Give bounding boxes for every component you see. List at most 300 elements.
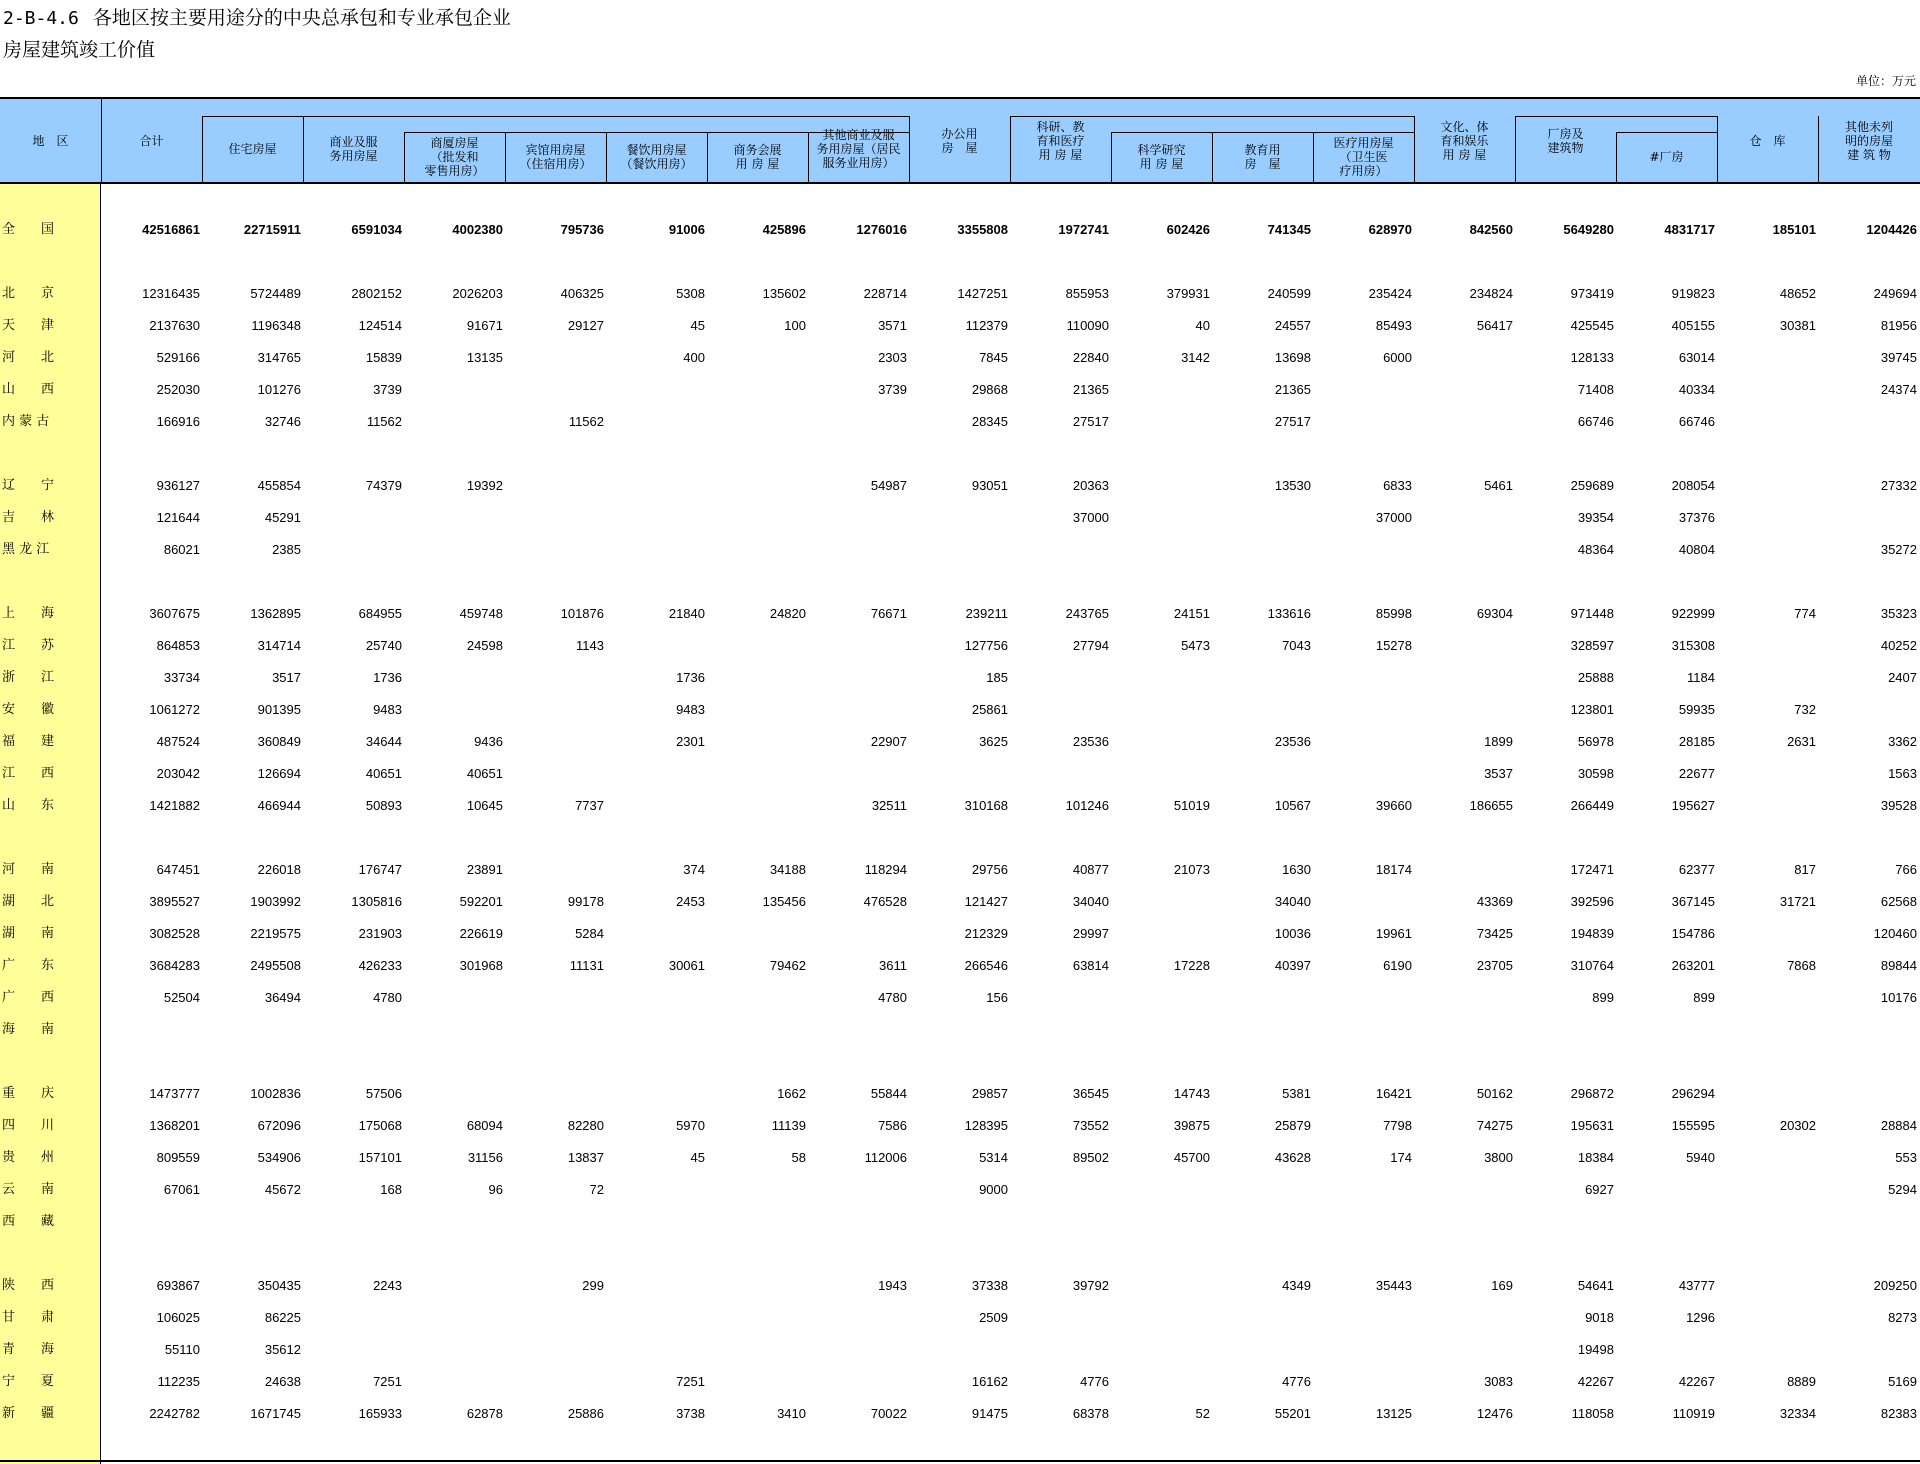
cell-value: 194839	[1570, 926, 1614, 941]
cell-value: 72	[589, 1182, 604, 1197]
region-label: 重 庆	[2, 1086, 55, 1101]
cell-value: 24151	[1173, 606, 1210, 621]
cell-value: 86225	[264, 1310, 301, 1325]
cell-value: 1736	[373, 670, 402, 685]
cell-value: 195627	[1671, 798, 1715, 813]
cell-value: 69304	[1476, 606, 1513, 621]
table-row	[0, 348, 1920, 368]
cell-value: 1473777	[149, 1086, 200, 1101]
cell-value: 39792	[1072, 1278, 1109, 1293]
cell-value: 81956	[1880, 318, 1917, 333]
header-research: 科学研究 用 房 屋	[1137, 143, 1186, 171]
cell-value: 13135	[466, 350, 503, 365]
cell-value: 24638	[264, 1374, 301, 1389]
cell-value: 240599	[1267, 286, 1311, 301]
region-label: 辽 宁	[2, 478, 55, 493]
cell-value: 299	[582, 1278, 604, 1293]
cell-value: 39354	[1577, 510, 1614, 525]
region-label: 上 海	[2, 606, 55, 621]
cell-value: 8273	[1888, 1310, 1917, 1325]
cell-value: 5473	[1181, 638, 1210, 653]
cell-value: 156	[986, 990, 1008, 1005]
table-row	[0, 924, 1920, 944]
cell-value: 37000	[1375, 510, 1412, 525]
table-row	[0, 1212, 1920, 1232]
cell-value: 1421882	[149, 798, 200, 813]
cell-value: 19392	[466, 478, 503, 493]
cell-value: 76671	[870, 606, 907, 621]
cell-value: 157101	[358, 1150, 402, 1165]
cell-value: 58	[791, 1150, 806, 1165]
cell-value: 476528	[863, 894, 907, 909]
cell-value: 85493	[1375, 318, 1412, 333]
cell-value: 529166	[156, 350, 200, 365]
cell-value: 1736	[676, 670, 705, 685]
cell-value: 899	[1693, 990, 1715, 1005]
cell-value: 82280	[567, 1118, 604, 1133]
cell-value: 121644	[156, 510, 200, 525]
cell-value: 1671745	[250, 1406, 301, 1421]
cell-value: 74379	[365, 478, 402, 493]
cell-value: 30381	[1779, 318, 1816, 333]
table-row	[0, 732, 1920, 752]
cell-value: 9483	[676, 702, 705, 717]
cell-value: 40804	[1678, 542, 1715, 557]
cell-value: 106025	[156, 1310, 200, 1325]
cell-value: 40334	[1678, 382, 1715, 397]
cell-value: 22677	[1678, 766, 1715, 781]
cell-value: 59935	[1678, 702, 1715, 717]
cell-value: 266449	[1570, 798, 1614, 813]
region-label: 甘 肃	[2, 1310, 55, 1325]
cell-value: 3739	[878, 382, 907, 397]
cell-value: 29868	[971, 382, 1008, 397]
table-row	[0, 764, 1920, 784]
cell-value: 35272	[1880, 542, 1917, 557]
cell-value: 2509	[979, 1310, 1008, 1325]
cell-value: 10567	[1274, 798, 1311, 813]
region-label: 天 津	[2, 318, 55, 333]
cell-value: 3800	[1484, 1150, 1513, 1165]
cell-value: 82383	[1880, 1406, 1917, 1421]
table-row	[0, 1148, 1920, 1168]
cell-value: 5284	[575, 926, 604, 941]
table-row	[0, 380, 1920, 400]
cell-value: 154786	[1671, 926, 1715, 941]
cell-value: 48652	[1779, 286, 1816, 301]
cell-value: 55844	[870, 1086, 907, 1101]
cell-value: 2301	[676, 734, 705, 749]
cell-value: 2303	[878, 350, 907, 365]
cell-value: 101876	[560, 606, 604, 621]
cell-value: 314714	[257, 638, 301, 653]
cell-value: 209250	[1873, 1278, 1917, 1293]
region-label: 福 建	[2, 734, 55, 749]
region-label: 山 西	[2, 382, 55, 397]
cell-value: 1903992	[250, 894, 301, 909]
cell-value: 5940	[1686, 1150, 1715, 1165]
cell-value: 3083	[1484, 1374, 1513, 1389]
cell-value: 6190	[1383, 958, 1412, 973]
cell-value: 89502	[1072, 1150, 1109, 1165]
cell-value: 2026203	[452, 286, 503, 301]
cell-value: 13837	[567, 1150, 604, 1165]
cell-value: 741345	[1267, 222, 1311, 237]
cell-value: 34644	[365, 734, 402, 749]
cell-value: 168	[380, 1182, 402, 1197]
cell-value: 39528	[1880, 798, 1917, 813]
unit-label: 单位：万元	[1855, 74, 1916, 88]
cell-value: 809559	[156, 1150, 200, 1165]
cell-value: 89844	[1880, 958, 1917, 973]
region-label: 全 国	[2, 222, 55, 237]
cell-value: 310764	[1570, 958, 1614, 973]
cell-value: 30598	[1577, 766, 1614, 781]
region-label: 内 蒙 古	[2, 414, 50, 429]
region-label: 广 东	[2, 958, 55, 973]
cell-value: 86021	[163, 542, 200, 557]
cell-value: 1972741	[1058, 222, 1109, 237]
cell-value: 30061	[668, 958, 705, 973]
cell-value: 123801	[1570, 702, 1614, 717]
page-subtitle: 房屋建筑竣工价值	[3, 39, 156, 61]
cell-value: 42267	[1577, 1374, 1614, 1389]
cell-value: 1662	[777, 1086, 806, 1101]
cell-value: 34188	[769, 862, 806, 877]
region-label: 青 海	[2, 1342, 55, 1357]
cell-value: 226018	[257, 862, 301, 877]
cell-value: 459748	[459, 606, 503, 621]
cell-value: 3362	[1888, 734, 1917, 749]
cell-value: 5724489	[250, 286, 301, 301]
cell-value: 100	[784, 318, 806, 333]
cell-value: 13530	[1274, 478, 1311, 493]
region-label: 新 疆	[2, 1406, 55, 1421]
table-row	[0, 284, 1920, 304]
cell-value: 37338	[971, 1278, 1008, 1293]
cell-value: 43628	[1274, 1150, 1311, 1165]
cell-value: 22715911	[243, 222, 301, 237]
cell-value: 266546	[964, 958, 1008, 973]
cell-value: 1276016	[856, 222, 907, 237]
cell-value: 732	[1794, 702, 1816, 717]
cell-value: 212329	[964, 926, 1008, 941]
cell-value: 774	[1794, 606, 1816, 621]
cell-value: 27517	[1072, 414, 1109, 429]
cell-value: 55110	[164, 1342, 200, 1357]
cell-value: 22840	[1072, 350, 1109, 365]
cell-value: 795736	[560, 222, 604, 237]
cell-value: 128133	[1570, 350, 1614, 365]
cell-value: 101246	[1065, 798, 1109, 813]
cell-value: 40651	[365, 766, 402, 781]
cell-value: 33734	[163, 670, 200, 685]
cell-value: 296294	[1671, 1086, 1715, 1101]
cell-value: 208054	[1671, 478, 1715, 493]
header-region: 地 区	[32, 133, 69, 148]
cell-value: 406325	[560, 286, 604, 301]
cell-value: 4780	[373, 990, 402, 1005]
cell-value: 27332	[1880, 478, 1917, 493]
cell-value: 684955	[358, 606, 402, 621]
cell-value: 165933	[358, 1406, 402, 1421]
cell-value: 31156	[467, 1150, 503, 1165]
header-factory-bldg: 厂房及 建筑物	[1547, 126, 1584, 155]
cell-value: 7043	[1282, 638, 1311, 653]
header-catering: 餐饮用房屋 （餐饮用房）	[620, 143, 693, 171]
cell-value: 21365	[1072, 382, 1109, 397]
table-row	[0, 956, 1920, 976]
cell-value: 1184	[1687, 670, 1715, 685]
region-label: 海 南	[2, 1022, 55, 1037]
cell-value: 29857	[971, 1086, 1008, 1101]
cell-value: 21365	[1274, 382, 1311, 397]
region-label: 河 南	[2, 862, 55, 877]
cell-value: 29127	[567, 318, 604, 333]
cell-value: 25888	[1577, 670, 1614, 685]
cell-value: 50893	[365, 798, 402, 813]
cell-value: 301968	[459, 958, 503, 973]
cell-value: 45291	[264, 510, 301, 525]
cell-value: 922999	[1671, 606, 1715, 621]
cell-value: 203042	[156, 766, 200, 781]
region-label: 湖 南	[2, 926, 55, 941]
cell-value: 175068	[358, 1118, 402, 1133]
cell-value: 4780	[878, 990, 907, 1005]
cell-value: 3738	[676, 1406, 705, 1421]
cell-value: 51019	[1173, 798, 1210, 813]
cell-value: 3142	[1181, 350, 1210, 365]
header-hotel: 宾馆用房屋 （住宿用房）	[519, 143, 592, 171]
cell-value: 1143	[576, 638, 604, 653]
region-label: 江 西	[2, 766, 55, 781]
cell-value: 124514	[358, 318, 402, 333]
cell-value: 2137630	[149, 318, 200, 333]
cell-value: 174	[1390, 1150, 1412, 1165]
cell-value: 24820	[769, 606, 806, 621]
cell-value: 693867	[156, 1278, 200, 1293]
table-row	[0, 700, 1920, 720]
cell-value: 32746	[264, 414, 301, 429]
cell-value: 40252	[1880, 638, 1917, 653]
cell-value: 2631	[1787, 734, 1816, 749]
cell-value: 249694	[1873, 286, 1917, 301]
cell-value: 135602	[762, 286, 806, 301]
cell-value: 55201	[1274, 1406, 1311, 1421]
cell-value: 20363	[1072, 478, 1109, 493]
table-row	[0, 892, 1920, 912]
header-culture: 文化、体 育和娱乐 用 房 屋	[1440, 119, 1489, 162]
cell-value: 487524	[156, 734, 200, 749]
cell-value: 27794	[1072, 638, 1109, 653]
cell-value: 56978	[1577, 734, 1614, 749]
cell-value: 25740	[365, 638, 402, 653]
region-column-background	[0, 184, 101, 1464]
table-row	[0, 412, 1920, 432]
cell-value: 3611	[879, 958, 907, 973]
cell-value: 67061	[163, 1182, 200, 1197]
cell-value: 118058	[1571, 1406, 1614, 1421]
cell-value: 120460	[1873, 926, 1917, 941]
cell-value: 534906	[257, 1150, 301, 1165]
cell-value: 243765	[1065, 606, 1109, 621]
cell-value: 228714	[863, 286, 907, 301]
cell-value: 367145	[1671, 894, 1715, 909]
region-label: 宁 夏	[2, 1374, 55, 1389]
cell-value: 68378	[1072, 1406, 1109, 1421]
cell-value: 3625	[979, 734, 1008, 749]
cell-value: 628970	[1368, 222, 1412, 237]
page-title	[3, 3, 511, 34]
cell-value: 314765	[257, 350, 301, 365]
cell-value: 2385	[272, 542, 301, 557]
cell-value: 11562	[366, 414, 402, 429]
cell-value: 40877	[1072, 862, 1109, 877]
cell-value: 169	[1491, 1278, 1513, 1293]
cell-value: 37376	[1678, 510, 1715, 525]
table-row	[0, 1308, 1920, 1328]
cell-value: 239211	[965, 606, 1008, 621]
cell-value: 672096	[257, 1118, 301, 1133]
cell-value: 79462	[769, 958, 806, 973]
cell-value: 8889	[1787, 1374, 1816, 1389]
cell-value: 21840	[668, 606, 705, 621]
cell-value: 45700	[1173, 1150, 1210, 1165]
cell-value: 23536	[1072, 734, 1109, 749]
header-shop: 商厦房屋 （批发和 零售用房）	[424, 136, 485, 178]
header-sci-edu-med: 科研、教 育和医疗 用 房 屋	[1036, 119, 1085, 162]
cell-value: 48364	[1577, 542, 1614, 557]
table-row	[0, 1276, 1920, 1296]
cell-value: 29756	[971, 862, 1008, 877]
cell-value: 647451	[156, 862, 200, 877]
cell-value: 1305816	[351, 894, 402, 909]
header-other-commercial: 其他商业及服 务用房屋（居民 服务业用房）	[816, 128, 901, 170]
region-label: 吉 林	[2, 510, 55, 525]
cell-value: 1563	[1888, 766, 1917, 781]
cell-value: 9000	[979, 1182, 1008, 1197]
cell-value: 10036	[1274, 926, 1311, 941]
table-row	[0, 1340, 1920, 1360]
cell-value: 2242782	[149, 1406, 200, 1421]
cell-value: 54987	[870, 478, 907, 493]
cell-value: 28185	[1678, 734, 1715, 749]
cell-value: 19961	[1375, 926, 1412, 941]
cell-value: 3537	[1484, 766, 1513, 781]
region-label: 山 东	[2, 798, 55, 813]
cell-value: 901395	[257, 702, 301, 717]
cell-value: 350435	[257, 1278, 301, 1293]
cell-value: 112379	[965, 318, 1008, 333]
cell-value: 52	[1195, 1406, 1210, 1421]
cell-value: 40	[1195, 318, 1210, 333]
cell-value: 7251	[373, 1374, 402, 1389]
cell-value: 66746	[1577, 414, 1614, 429]
cell-value: 11562	[568, 414, 604, 429]
cell-value: 62568	[1880, 894, 1917, 909]
cell-value: 63014	[1678, 350, 1715, 365]
cell-value: 973419	[1570, 286, 1614, 301]
cell-value: 4002380	[452, 222, 503, 237]
table-row	[0, 1372, 1920, 1392]
table-row	[0, 1180, 1920, 1200]
cell-value: 127756	[964, 638, 1008, 653]
cell-value: 936127	[156, 478, 200, 493]
cell-value: 68094	[466, 1118, 503, 1133]
table-row	[0, 668, 1920, 688]
cell-value: 12476	[1476, 1406, 1513, 1421]
cell-value: 425896	[762, 222, 806, 237]
region-label: 江 苏	[2, 638, 55, 653]
cell-value: 4776	[1080, 1374, 1109, 1389]
cell-value: 28345	[971, 414, 1008, 429]
cell-value: 3607675	[149, 606, 200, 621]
cell-value: 135456	[762, 894, 806, 909]
cell-value: 919823	[1671, 286, 1715, 301]
table-row	[0, 1404, 1920, 1424]
cell-value: 7868	[1787, 958, 1816, 973]
header-warehouse: 仓 库	[1749, 133, 1786, 148]
cell-value: 34040	[1072, 894, 1109, 909]
cell-value: 6591034	[351, 222, 402, 237]
table-row	[0, 1020, 1920, 1040]
cell-value: 7798	[1383, 1118, 1412, 1133]
cell-value: 32334	[1779, 1406, 1816, 1421]
cell-value: 3684283	[149, 958, 200, 973]
cell-value: 63814	[1072, 958, 1109, 973]
cell-value: 18384	[1577, 1150, 1614, 1165]
cell-value: 234824	[1469, 286, 1513, 301]
cell-value: 817	[1794, 862, 1816, 877]
cell-value: 40397	[1274, 958, 1311, 973]
region-label: 四 川	[2, 1118, 55, 1133]
cell-value: 73425	[1476, 926, 1513, 941]
cell-value: 24557	[1274, 318, 1311, 333]
table-row	[0, 860, 1920, 880]
cell-value: 400	[683, 350, 705, 365]
cell-value: 5294	[1888, 1182, 1917, 1197]
cell-value: 310168	[964, 798, 1008, 813]
cell-value: 855953	[1065, 286, 1109, 301]
cell-value: 15278	[1375, 638, 1412, 653]
cell-value: 1061272	[149, 702, 200, 717]
cell-value: 172471	[1570, 862, 1614, 877]
cell-value: 4776	[1282, 1374, 1311, 1389]
cell-value: 52504	[163, 990, 200, 1005]
cell-value: 31721	[1779, 894, 1816, 909]
cell-value: 25886	[567, 1406, 604, 1421]
cell-value: 296872	[1570, 1086, 1614, 1101]
cell-value: 315308	[1671, 638, 1715, 653]
cell-value: 29997	[1072, 926, 1109, 941]
cell-value: 155595	[1671, 1118, 1715, 1133]
cell-value: 455854	[257, 478, 301, 493]
cell-value: 54641	[1577, 1278, 1614, 1293]
cell-value: 45	[690, 318, 705, 333]
cell-value: 96	[488, 1182, 503, 1197]
cell-value: 39745	[1880, 350, 1917, 365]
cell-value: 39660	[1375, 798, 1412, 813]
cell-value: 374	[683, 862, 705, 877]
table-row-total	[0, 220, 1920, 240]
cell-value: 110919	[1672, 1406, 1715, 1421]
cell-value: 17228	[1173, 958, 1210, 973]
cell-value: 13125	[1375, 1406, 1412, 1421]
cell-value: 35323	[1880, 606, 1917, 621]
cell-value: 36545	[1072, 1086, 1109, 1101]
header-exhibition: 商务会展 用 房 屋	[733, 143, 782, 171]
cell-value: 4831717	[1664, 222, 1715, 237]
